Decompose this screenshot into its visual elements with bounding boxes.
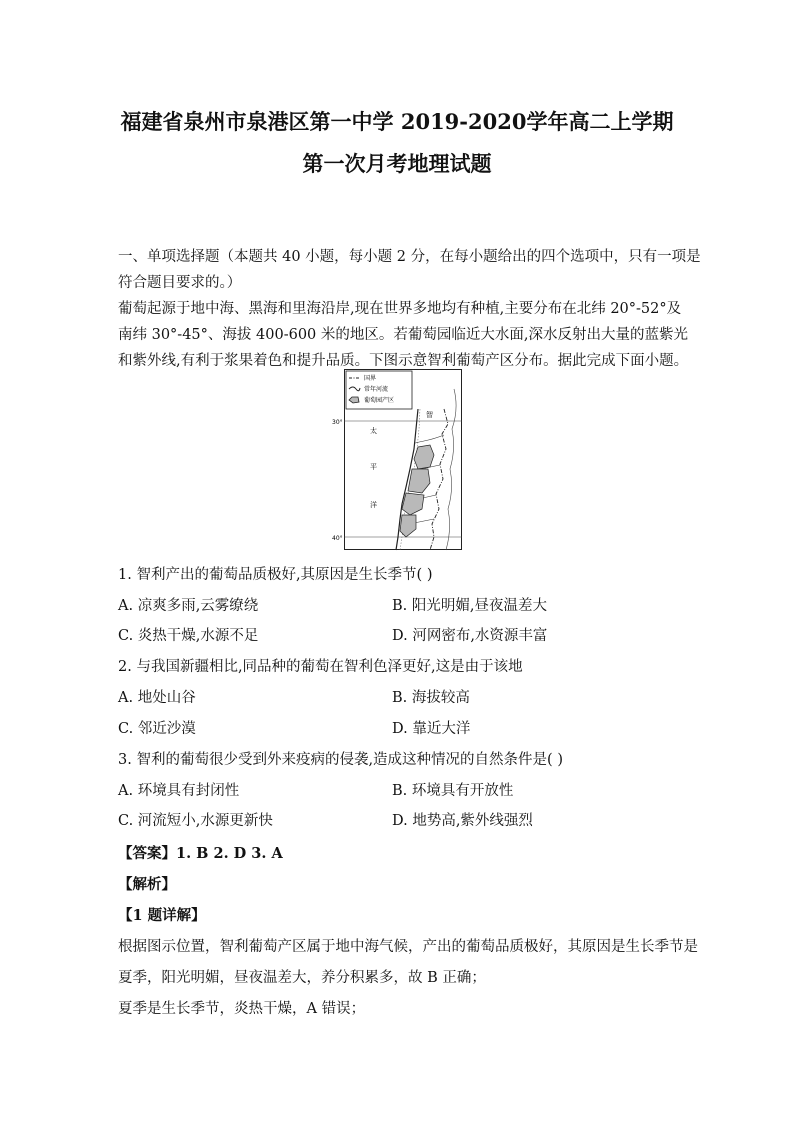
- explanation-line2: 夏季，阳光明媚，昼夜温差大，养分积累多，故 B 正确；: [118, 970, 486, 986]
- ocean-char-tai: 太: [370, 427, 377, 435]
- passage-line2: 南纬 30°-45°、海拔 400-600 米的地区。若葡萄园临近大水面,深水反射出大量的蓝紫光: [118, 327, 688, 343]
- question-1-stem: 1. 智利产出的葡萄品质极好,其原因是生长季节( ): [118, 567, 433, 583]
- ocean-char-yang: 洋: [370, 501, 377, 509]
- question-3-option-d: D. 地势高,紫外线强烈: [392, 813, 533, 829]
- answer-line: 【答案】1. B 2. D 3. A: [118, 845, 283, 862]
- passage-line3: 和紫外线,有利于浆果着色和提升品质。下图示意智利葡萄产区分布。据此完成下面小题。: [118, 353, 689, 369]
- legend-river-label: 常年河流: [364, 386, 389, 393]
- section-heading-line1: 一、单项选择题（本题共 40 小题，每小题 2 分，在每小题给出的四个选项中，只有一项是: [118, 249, 701, 265]
- question-1-option-c: C. 炎热干燥,水源不足: [118, 628, 259, 644]
- question-2-stem: 2. 与我国新疆相比,同品种的葡萄在智利色泽更好,这是由于该地: [118, 659, 523, 675]
- lat-30-label: 30°: [332, 419, 343, 426]
- chile-vineyard-map: [332, 369, 462, 550]
- question-3-option-a: A. 环境具有封闭性: [118, 783, 240, 799]
- question-3-option-b: B. 环境具有开放性: [392, 783, 514, 799]
- explanation-line1: 根据图示位置，智利葡萄产区属于地中海气候，产出的葡萄品质极好，其原因是生长季节是: [118, 939, 698, 955]
- section-heading-line2: 符合题目要求的。）: [118, 275, 242, 291]
- question-2-option-c: C. 邻近沙漠: [118, 721, 196, 737]
- question-1-option-b: B. 阳光明媚,昼夜温差大: [392, 598, 547, 614]
- question-1-option-a: A. 凉爽多雨,云雾缭绕: [118, 598, 259, 614]
- detail-label: 【1 题详解】: [118, 907, 206, 924]
- analysis-label: 【解析】: [118, 876, 176, 893]
- question-2-option-b: B. 海拔较高: [392, 690, 470, 706]
- country-char-zhi: 智: [426, 411, 433, 419]
- question-3-option-c: C. 河流短小,水源更新快: [118, 813, 273, 829]
- question-1-option-d: D. 河网密布,水资源丰富: [392, 628, 548, 644]
- explanation-line3: 夏季是生长季节，炎热干燥，A 错误；: [118, 1001, 366, 1017]
- ocean-char-ping: 平: [370, 463, 377, 471]
- legend-vineyard-label: 葡萄园产区: [364, 397, 395, 404]
- legend-border-label: 国界: [364, 375, 377, 382]
- passage-line1: 葡萄起源于地中海、黑海和里海沿岸,现在世界多地均有种植,主要分布在北纬 20°-52°及: [118, 301, 682, 317]
- document-title-line1: 福建省泉州市泉港区第一中学 2019-2020学年高二上学期: [120, 109, 674, 134]
- lat-40-label: 40°: [332, 535, 343, 542]
- document-title-line2: 第一次月考地理试题: [302, 151, 492, 176]
- question-2-option-a: A. 地处山谷: [118, 690, 196, 706]
- question-2-option-d: D. 靠近大洋: [392, 721, 471, 737]
- question-3-stem: 3. 智利的葡萄很少受到外来疫病的侵袭,造成这种情况的自然条件是( ): [118, 752, 563, 768]
